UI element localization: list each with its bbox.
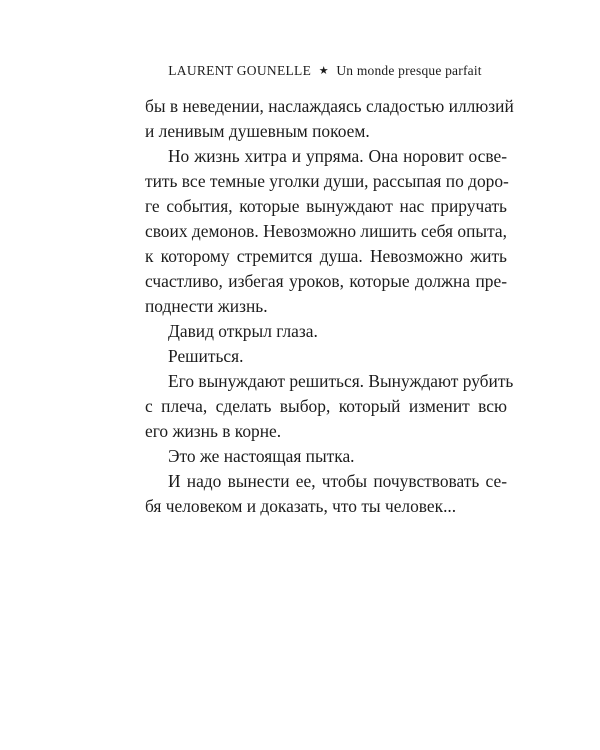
text-line: поднести жизнь.: [145, 296, 268, 316]
text-line: Его вынуждают решиться. Вынуждают рубить: [168, 371, 514, 391]
star-icon: ★: [318, 65, 329, 77]
running-head-title: Un monde presque parfait: [336, 63, 482, 78]
text-line: Это же настоящая пытка.: [168, 446, 355, 466]
text-line: бя человеком и доказать, что ты человек...: [145, 496, 457, 516]
text-line: И надо вынести ее, чтобы почувствовать се-: [168, 471, 507, 491]
text-line: счастливо, избегая уроков, которые должна пре-: [145, 271, 507, 291]
text-line: бы в неведении, наслаждаясь сладостью иллюзий: [145, 96, 514, 116]
text-line: с плеча, сделать выбор, который изменит всю: [145, 396, 507, 416]
text-line: Но жизнь хитра и упряма. Она норовит осве-: [168, 146, 507, 166]
text-line: Давид открыл глаза.: [168, 321, 318, 341]
text-line: его жизнь в корне.: [145, 421, 282, 441]
text-line: своих демонов. Невозможно лишить себя опыта,: [145, 221, 507, 241]
running-head: [160, 63, 490, 79]
text-line: тить все темные уголки души, рассыпая по доро-: [145, 171, 509, 191]
running-head-author: LAURENT GOUNELLE: [168, 63, 312, 78]
text-line: ге события, которые вынуждают нас приручать: [145, 196, 507, 216]
text-line: и ленивым душевным покоем.: [145, 121, 370, 141]
body-text: [145, 94, 514, 519]
text-line: к которому стремится душа. Невозможно жить: [145, 246, 507, 266]
text-line: Решиться.: [168, 346, 244, 366]
